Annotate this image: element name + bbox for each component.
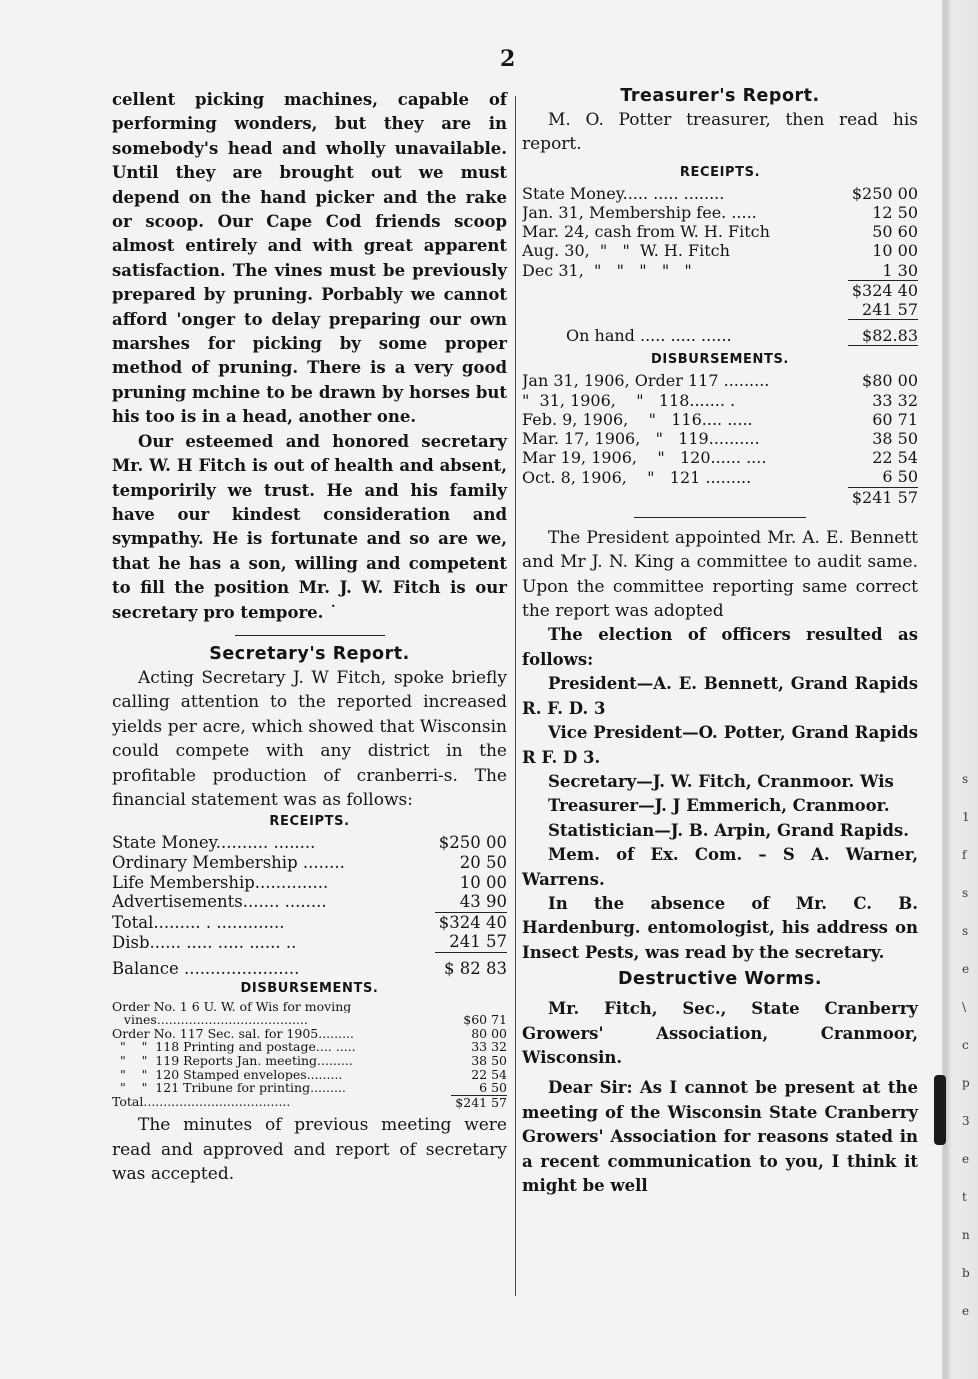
section-rule — [634, 517, 806, 518]
ledger-row: Mar 19, 1906, " 120...... .... 22 54 — [522, 448, 918, 468]
ledger-row: Aug. 30, " " W. H. Fitch 10 00 — [522, 241, 918, 261]
ledger-row: Jan 31, 1906, Order 117 ......... $80 00 — [522, 371, 918, 391]
treasurer-receipts-table — [522, 184, 918, 347]
receipts-heading: RECEIPTS. — [679, 164, 761, 180]
section-heading: Destructive Worms. — [617, 969, 822, 990]
ledger-row: State Money.......... ........ $250 00 — [112, 833, 507, 853]
ledger-total-row: $241 57 — [851, 487, 918, 507]
body-paragraph: The election of officers resulted as follows: — [522, 625, 918, 669]
ledger-total-row: Total..................................... $241 57 — [112, 1094, 507, 1110]
ledger-row: Advertisements....... ........ 43 90 — [112, 892, 507, 912]
officer-entry: Treasurer—J. J Emmerich, Cranmoor. — [548, 796, 890, 816]
ledger-row: Life Membership.............. 10 00 — [112, 872, 507, 892]
receipts-table — [112, 833, 507, 978]
body-paragraph: Dear Sir: As I cannot be present at the meeting of the Wisconsin State Cranberry Growers' Association for reasons stated in a recent communication to you, I think it might be well — [522, 1078, 918, 1196]
ledger-row: Dec 31, " " " " " 1 30 — [522, 260, 918, 280]
on-hand-row: On hand ..... ..... ...... $82.83 — [522, 320, 918, 346]
officer-entry: Secretary—J. W. Fitch, Cranmoor. Wis — [548, 771, 894, 791]
ledger-row: " " 119 Reports Jan. meeting......... 38 50 — [112, 1052, 507, 1068]
right-column — [522, 86, 918, 1198]
disbursements-table — [112, 1000, 507, 1110]
ledger-row: Disb...... ..... ..... ...... .. 241 57 — [112, 932, 507, 952]
body-paragraph: The President appointed Mr. A. E. Bennett and Mr J. N. King a committee to audit same. Upon the committee reporting same correct the report was adopted — [522, 527, 918, 622]
body-paragraph: Acting Secretary J. W Fitch, spoke briefly calling attention to the reported increased yields per acre, which showed that Wisconsin could compete with any district in the profitable production of cranberri-s. The financial statement was as follows: — [112, 667, 507, 810]
ledger-row: " " 121 Tribune for printing......... 6 50 — [112, 1080, 507, 1096]
column-divider — [515, 96, 516, 1296]
section-heading: Secretary's Report. — [209, 643, 410, 664]
ledger-row: " " 118 Printing and postage.... ..... 33 32 — [112, 1039, 507, 1055]
body-paragraph: In the absence of Mr. C. B. Hardenburg. entomologist, his address on Insect Pests, was read by the secretary. — [522, 893, 918, 962]
officer-entry: Vice President—O. Potter, Grand Rapids R F. D 3. — [522, 723, 918, 767]
body-paragraph: Our esteemed and honored secretary Mr. W. H Fitch is out of health and absent, temporirily we trust. He and his family have our kindest consideration and sympathy. He is fortunate and so are we, that he has a son, willing and competent to fill the position Mr. J. W. Fitch is our secretary pro tempore. ˙ — [112, 431, 507, 622]
binding-mark — [934, 1075, 946, 1145]
page-number: 2 — [500, 46, 516, 72]
body-paragraph: The minutes of previous meeting were read and approved and report of secretary was accepted. — [112, 1115, 507, 1185]
ledger-total-row: $324 40 — [851, 280, 918, 300]
ledger-row: State Money..... ..... ........ $250 00 — [522, 183, 918, 203]
left-column — [112, 88, 507, 1187]
ledger-row: vines...................................... $60 71 — [112, 1012, 507, 1028]
body-paragraph: M. O. Potter treasurer, then read his report. — [522, 110, 918, 155]
section-heading: Treasurer's Report. — [620, 86, 820, 106]
ledger-row: " " 120 Stamped envelopes......... 22 54 — [112, 1066, 507, 1082]
ledger-row: Oct. 8, 1906, " 121 ......... 6 50 — [522, 467, 918, 487]
treasurer-disbursements-table — [522, 371, 918, 506]
officer-entry: Statistician—J. B. Arpin, Grand Rapids. — [548, 820, 909, 840]
balance-row: Balance ...................... $ 82 83 — [112, 958, 507, 978]
facing-page-fragments: s 1 f s s e \ c p 3 e t n b e — [962, 772, 970, 1318]
ledger-row: Order No. 117 Sec. sal. for 1905......... 80 00 — [112, 1025, 507, 1041]
ledger-row: " 31, 1906, " 118....... . 33 32 — [522, 390, 918, 410]
ledger-row: 241 57 — [522, 300, 918, 320]
ledger-row: Mar. 17, 1906, " 119.......... 38 50 — [522, 429, 918, 449]
disbursements-heading: DISBURSEMENTS. — [651, 352, 789, 368]
ledger-row: Feb. 9, 1906, " 116.... ..... 60 71 — [522, 409, 918, 429]
ledger-total-row: Total......... . ............. $324 40 — [112, 912, 507, 932]
ledger-row: Order No. 1 6 U. W. of Wis for moving — [112, 999, 352, 1014]
ledger-row: Mar. 24, cash from W. H. Fitch 50 60 — [522, 222, 918, 242]
disbursements-heading: DISBURSEMENTS. — [240, 980, 379, 996]
body-paragraph: Mr. Fitch, Sec., State Cranberry Growers' Association, Cranmoor, Wisconsin. — [522, 999, 918, 1067]
body-paragraph: cellent picking machines, capable of performing wonders, but they are in somebody's head and wholly unavailable. Until they are brought out we must depend on the hand picker and the rake or scoop. Our Cape Cod friends scoop almost entirely and with great apparent satisfaction. The vines must be previously prepared by pruning. Porbably we cannot afford 'onger to delay preparing our own marshes for picking by some proper method of pruning. There is a very good pruning mchine to be drawn by horses but his too is in a head, another one. — [112, 90, 507, 427]
ledger-row: Jan. 31, Membership fee. ..... 12 50 — [522, 203, 918, 223]
receipts-heading: RECEIPTS. — [269, 814, 350, 830]
officer-entry: President—A. E. Bennett, Grand Rapids R. F. D. 3 — [522, 674, 918, 718]
ledger-row: Ordinary Membership ........ 20 50 — [112, 852, 507, 872]
section-rule — [235, 635, 385, 636]
officer-entry: Mem. of Ex. Com. – S A. Warner, Warrens. — [522, 845, 918, 889]
